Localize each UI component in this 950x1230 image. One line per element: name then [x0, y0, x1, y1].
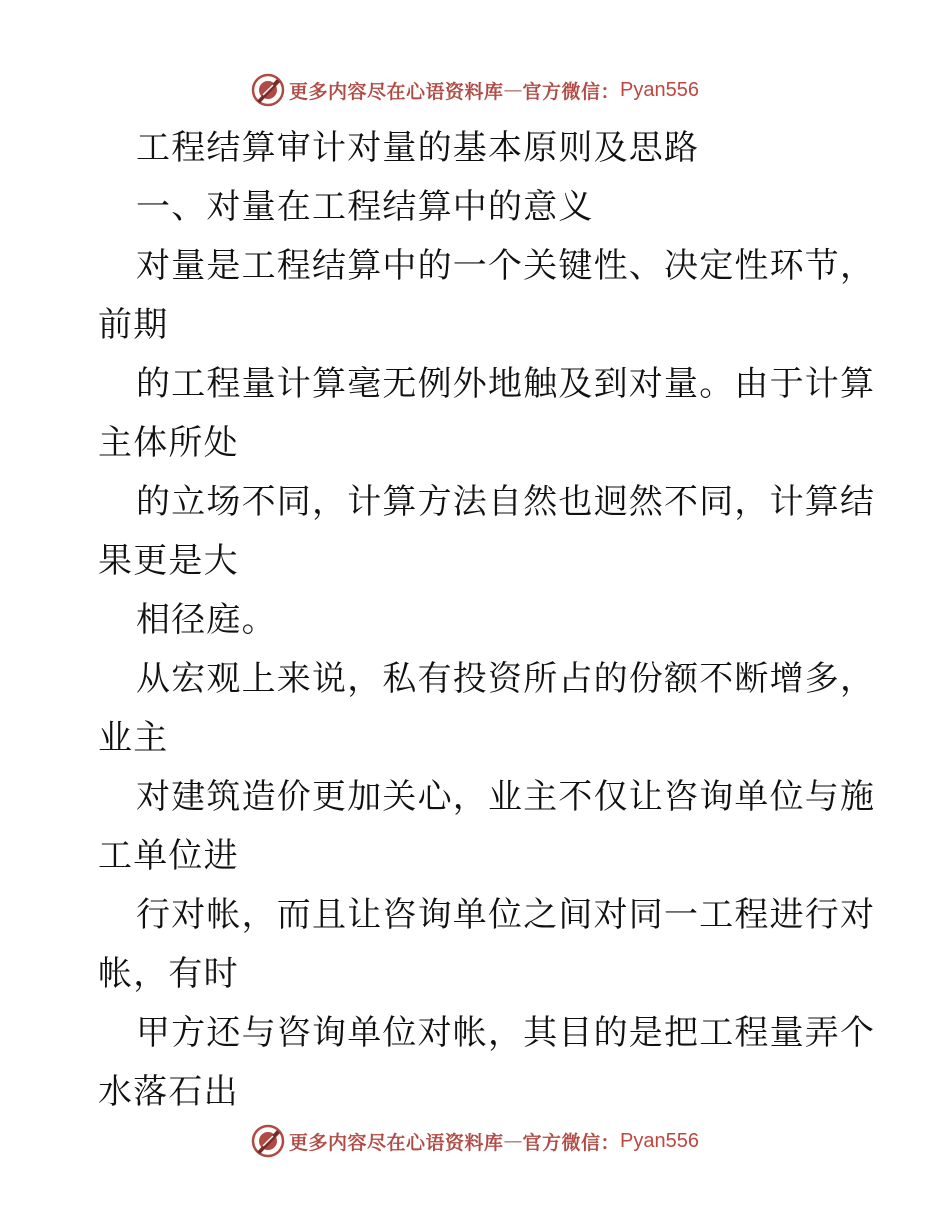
paragraph-line: 行对帐，而且让咨询单位之间对同一工程进行对 — [136, 895, 876, 935]
paragraph-line: 果更是大 — [98, 541, 239, 581]
paragraph-line: 前期 — [98, 305, 169, 345]
paragraph-line: 主体所处 — [98, 423, 239, 463]
quill-seal-icon — [251, 1124, 285, 1158]
paragraph-line: 工单位进 — [98, 836, 239, 876]
document-body — [0, 119, 950, 1122]
paragraph-line: 水落石出 — [98, 1072, 239, 1112]
paragraph-line: 业主 — [98, 718, 169, 758]
watermark-contact-id: Pyan556 — [620, 78, 699, 101]
paragraph-line: 相径庭。 — [136, 600, 277, 640]
paragraph-line: 对量是工程结算中的一个关键性、决定性环节， — [136, 246, 876, 286]
watermark-dash: — — [503, 79, 523, 101]
section-heading: 一、对量在工程结算中的意义 — [136, 187, 594, 227]
paragraph-line: 的立场不同，计算方法自然也迥然不同，计算结 — [136, 482, 876, 522]
quill-seal-icon — [251, 73, 285, 107]
paragraph-line: 对建筑造价更加关心，业主不仅让咨询单位与施 — [136, 777, 876, 817]
watermark-contact-text: 官方微信： — [522, 80, 621, 103]
watermark-brand-text: 更多内容尽在心语资料库 — [289, 80, 504, 103]
watermark-header — [0, 70, 950, 110]
watermark-dash: — — [503, 1130, 523, 1152]
paragraph-line: 帐，有时 — [98, 954, 239, 994]
watermark-brand-text: 更多内容尽在心语资料库 — [289, 1131, 504, 1154]
watermark-contact-id: Pyan556 — [620, 1129, 699, 1152]
watermark-footer — [0, 1121, 950, 1161]
watermark-contact-text: 官方微信： — [522, 1131, 621, 1154]
paragraph-line: 的工程量计算毫无例外地触及到对量。由于计算 — [136, 364, 876, 404]
paragraph-line: 甲方还与咨询单位对帐，其目的是把工程量弄个 — [136, 1013, 876, 1053]
document-title: 工程结算审计对量的基本原则及思路 — [136, 128, 700, 168]
paragraph-line: 从宏观上来说，私有投资所占的份额不断增多， — [136, 659, 876, 699]
